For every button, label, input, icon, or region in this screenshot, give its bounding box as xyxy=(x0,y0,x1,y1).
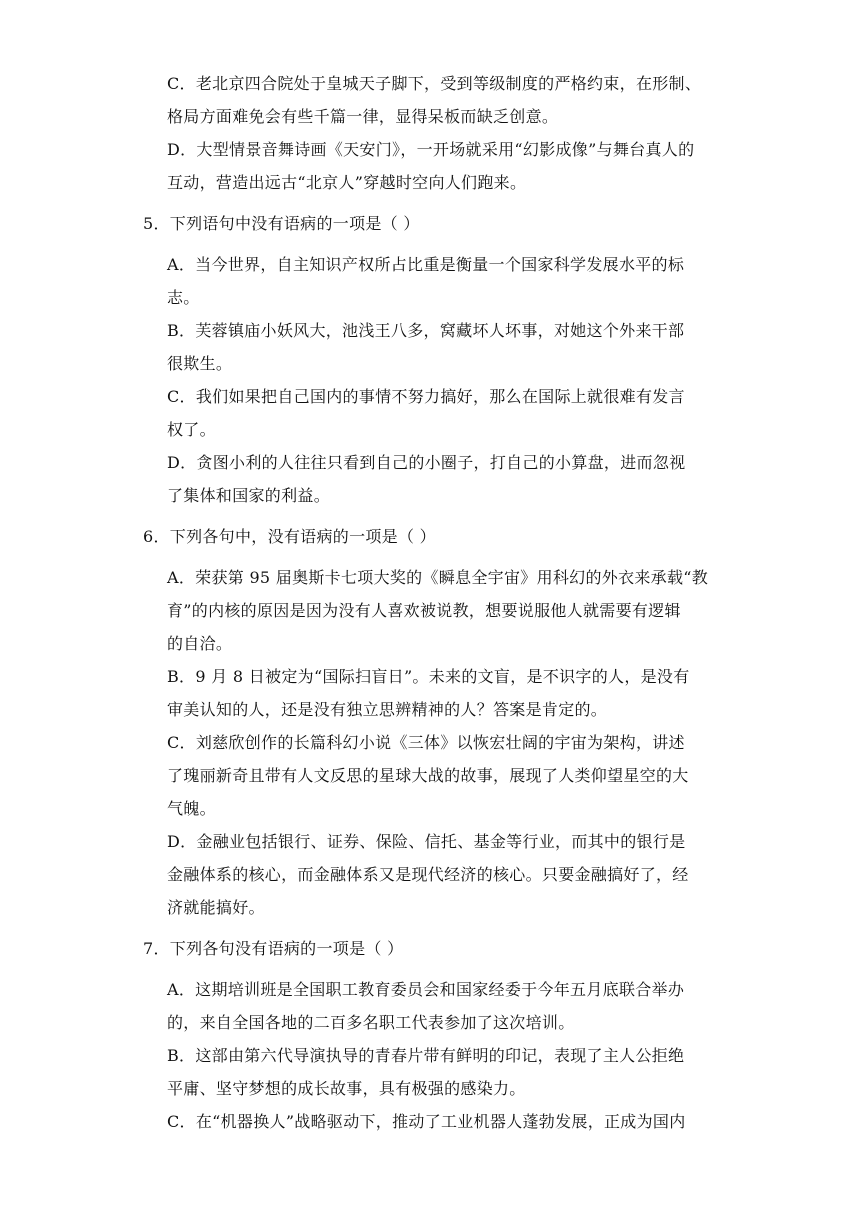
option-text: 育”的内核的原因是因为没有人喜欢被说教，想要说服他人就需要有逻辑 xyxy=(167,601,681,620)
option-text: A．当今世界，自主知识产权所占比重是衡量一个国家科学发展水平的标 xyxy=(167,255,685,274)
option-text: B．9 月 8 日被定为“国际扫盲日”。未来的文盲，是不识字的人，是没有 xyxy=(167,667,690,686)
option-text: 志。 xyxy=(167,288,200,307)
option-text: 的自洽。 xyxy=(167,634,233,653)
option-text: 金融体系的核心，而金融体系又是现代经济的核心。只要金融搞好了，经 xyxy=(167,865,689,884)
option-text: 格局方面难免会有些千篇一律，显得呆板而缺乏创意。 xyxy=(167,107,559,126)
option-text: C．刘慈欣创作的长篇科幻小说《三体》以恢宏壮阔的宇宙为架构，讲述 xyxy=(167,733,685,752)
question-5-stem: 5．下列语句中没有语病的一项是（ ） xyxy=(143,214,420,233)
option-text: 的，来自全国各地的二百多名职工代表参加了这次培训。 xyxy=(167,1013,575,1032)
option-text: C．老北京四合院处于皇城天子脚下，受到等级制度的严格约束，在形制、 xyxy=(167,74,702,93)
question-7-stem: 7．下列各句没有语病的一项是（ ） xyxy=(143,939,404,958)
option-text: C．我们如果把自己国内的事情不努力搞好，那么在国际上就很难有发言 xyxy=(167,387,685,406)
option-text: A．荣获第 95 届奥斯卡七项大奖的《瞬息全宇宙》用科幻的外衣来承载“教 xyxy=(167,568,709,587)
option-text: D．金融业包括银行、证券、保险、信托、基金等行业，而其中的银行是 xyxy=(167,832,686,851)
option-text: C．在“机器换人”战略驱动下，推动了工业机器人蓬勃发展，正成为国内 xyxy=(167,1112,686,1131)
option-text: B．这部由第六代导演执导的青春片带有鲜明的印记，表现了主人公拒绝 xyxy=(167,1046,685,1065)
option-text: 审美认知的人，还是没有独立思辨精神的人？答案是肯定的。 xyxy=(167,700,608,719)
option-text: 了瑰丽新奇且带有人文反思的星球大战的故事，展现了人类仰望星空的大 xyxy=(167,766,689,785)
option-text: 了集体和国家的利益。 xyxy=(167,486,331,505)
option-text: A．这期培训班是全国职工教育委员会和国家经委于今年五月底联合举办 xyxy=(167,980,685,999)
question-6-stem: 6．下列各句中，没有语病的一项是（ ） xyxy=(143,527,436,546)
option-text: 很欺生。 xyxy=(167,354,233,373)
option-text: 互动，营造出远古“北京人”穿越时空向人们跑来。 xyxy=(167,173,527,192)
option-text: B．芙蓉镇庙小妖风大，池浅王八多，窝藏坏人坏事，对她这个外来干部 xyxy=(167,321,685,340)
option-text: D．贪图小利的人往往只看到自己的小圈子，打自己的小算盘，进而忽视 xyxy=(167,453,686,472)
option-text: 权了。 xyxy=(167,420,216,439)
option-text: D．大型情景音舞诗画《天安门》，一开场就采用“幻影成像”与舞台真人的 xyxy=(167,140,695,159)
option-text: 济就能搞好。 xyxy=(167,898,265,917)
option-text: 气魄。 xyxy=(167,799,216,818)
option-text: 平庸、坚守梦想的成长故事，具有极强的感染力。 xyxy=(167,1079,526,1098)
